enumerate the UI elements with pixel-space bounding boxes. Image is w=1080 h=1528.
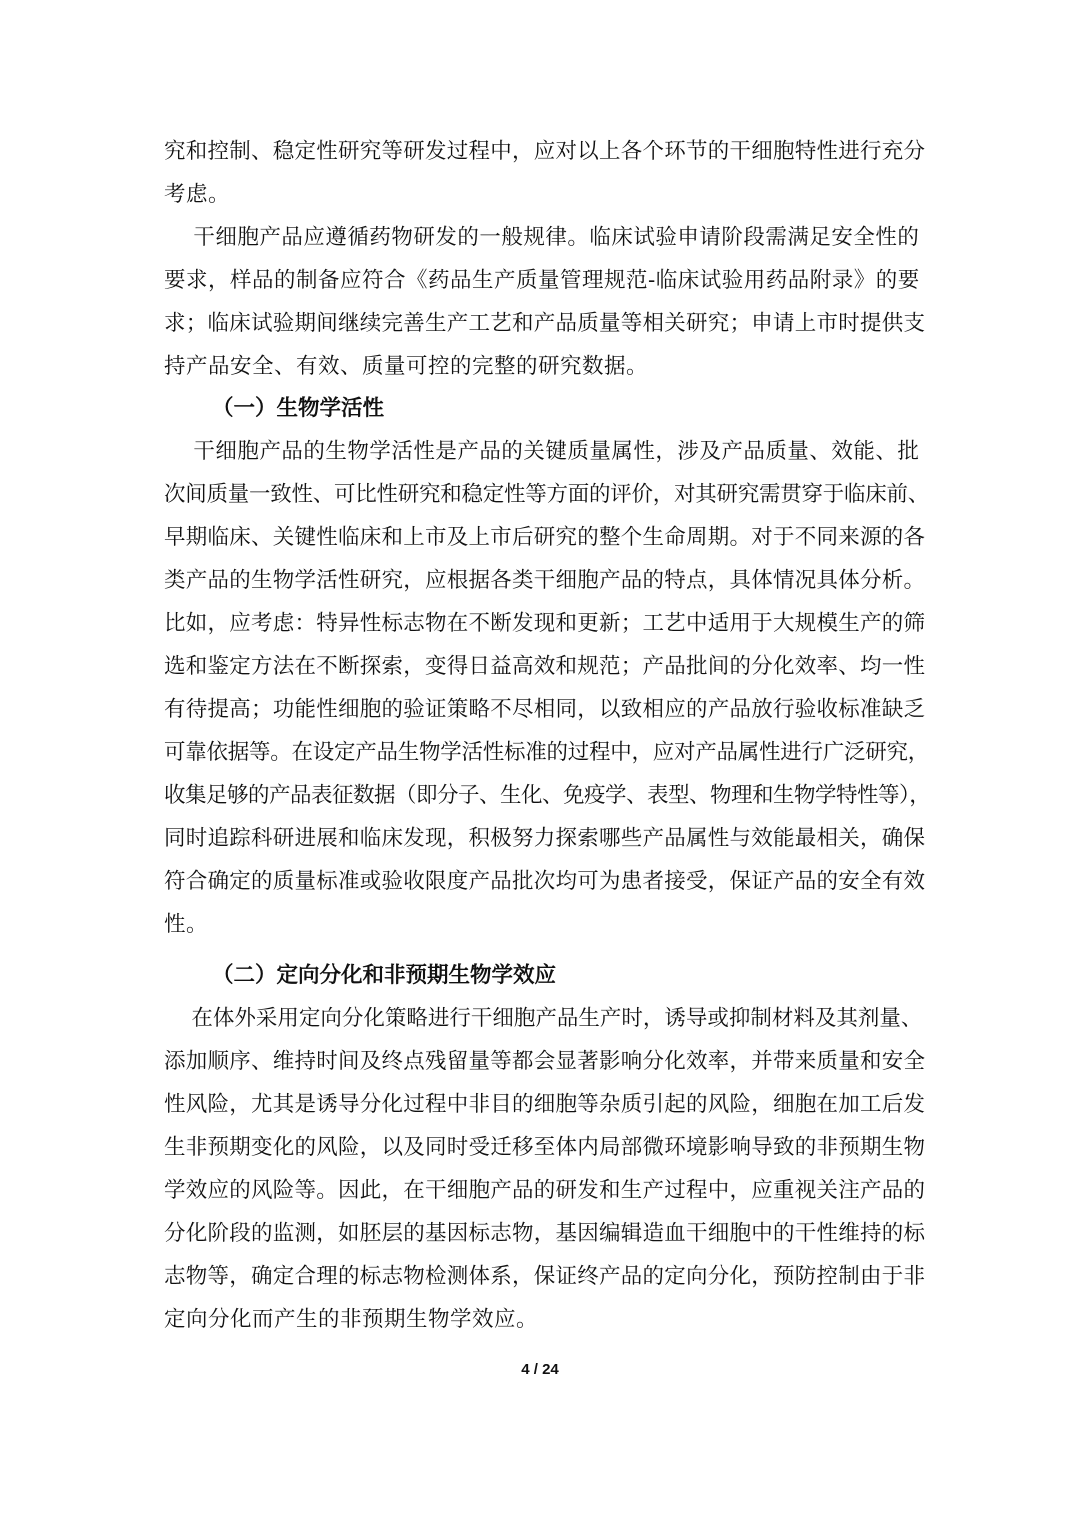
section-heading: （二）定向分化和非预期生物学效应 xyxy=(212,963,557,988)
body-text-line: 性。 xyxy=(164,912,209,937)
body-text-line: 比如，应考虑：特异性标志物在不断发现和更新；工艺中适用于大规模生产的筛 xyxy=(164,611,926,636)
body-text-line: 定向分化而产生的非预期生物学效应。 xyxy=(164,1307,539,1332)
body-text-line: 次间质量一致性、可比性研究和稳定性等方面的评价，对其研究需贯穿于临床前、 xyxy=(164,482,930,507)
body-text-line: 类产品的生物学活性研究，应根据各类干细胞产品的特点，具体情况具体分析。 xyxy=(164,568,926,593)
body-text-line: 收集足够的产品表征数据（即分子、生化、免疫学、表型、物理和生物学特性等）， xyxy=(164,783,931,808)
body-text-line: 早期临床、关键性临床和上市及上市后研究的整个生命周期。对于不同来源的各 xyxy=(164,525,926,550)
body-text-line: 在体外采用定向分化策略进行干细胞产品生产时，诱导或抑制材料及其剂量、 xyxy=(164,1006,923,1031)
body-text-line: 考虑。 xyxy=(164,182,231,207)
body-text-line: 有待提高；功能性细胞的验证策略不尽相同，以致相应的产品放行验收标准缺乏 xyxy=(164,697,926,722)
page-number: 4 / 24 xyxy=(521,1361,559,1378)
body-text-line: 持产品安全、有效、质量可控的完整的研究数据。 xyxy=(164,354,649,379)
body-text-line: 添加顺序、维持时间及终点残留量等都会显著影响分化效率，并带来质量和安全 xyxy=(164,1049,926,1074)
body-text-line: 志物等，确定合理的标志物检测体系，保证终产品的定向分化，预防控制由于非 xyxy=(164,1264,926,1289)
body-text-line: 可靠依据等。在设定产品生物学活性标准的过程中，应对产品属性进行广泛研究， xyxy=(164,740,930,765)
body-text-line: 生非预期变化的风险，以及同时受迁移至体内局部微环境影响导致的非预期生物 xyxy=(164,1135,926,1160)
body-text-line: 同时追踪科研进展和临床发现，积极努力探索哪些产品属性与效能最相关，确保 xyxy=(164,826,926,851)
body-text-line: 学效应的风险等。因此，在干细胞产品的研发和生产过程中，应重视关注产品的 xyxy=(164,1178,926,1203)
body-text-line: 求；临床试验期间继续完善生产工艺和产品质量等相关研究；申请上市时提供支 xyxy=(164,311,926,336)
body-text-line: 符合确定的质量标准或验收限度产品批次均可为患者接受，保证产品的安全有效 xyxy=(164,869,926,894)
body-text-line: 究和控制、稳定性研究等研发过程中，应对以上各个环节的干细胞特性进行充分 xyxy=(164,139,926,164)
section-heading: （一）生物学活性 xyxy=(212,396,385,421)
body-text-line: 干细胞产品的生物学活性是产品的关键质量属性，涉及产品质量、效能、批 xyxy=(164,439,920,464)
body-text-line: 性风险，尤其是诱导分化过程中非目的细胞等杂质引起的风险，细胞在加工后发 xyxy=(164,1092,926,1117)
body-text-line: 选和鉴定方法在不断探索，变得日益高效和规范；产品批间的分化效率、均一性 xyxy=(164,654,926,679)
body-text-line: 分化阶段的监测，如胚层的基因标志物，基因编辑造血干细胞中的干性维持的标 xyxy=(164,1221,926,1246)
body-text-line: 要求，样品的制备应符合《药品生产质量管理规范-临床试验用药品附录》的要 xyxy=(164,268,920,293)
body-text-line: 干细胞产品应遵循药物研发的一般规律。临床试验申请阶段需满足安全性的 xyxy=(164,225,920,250)
